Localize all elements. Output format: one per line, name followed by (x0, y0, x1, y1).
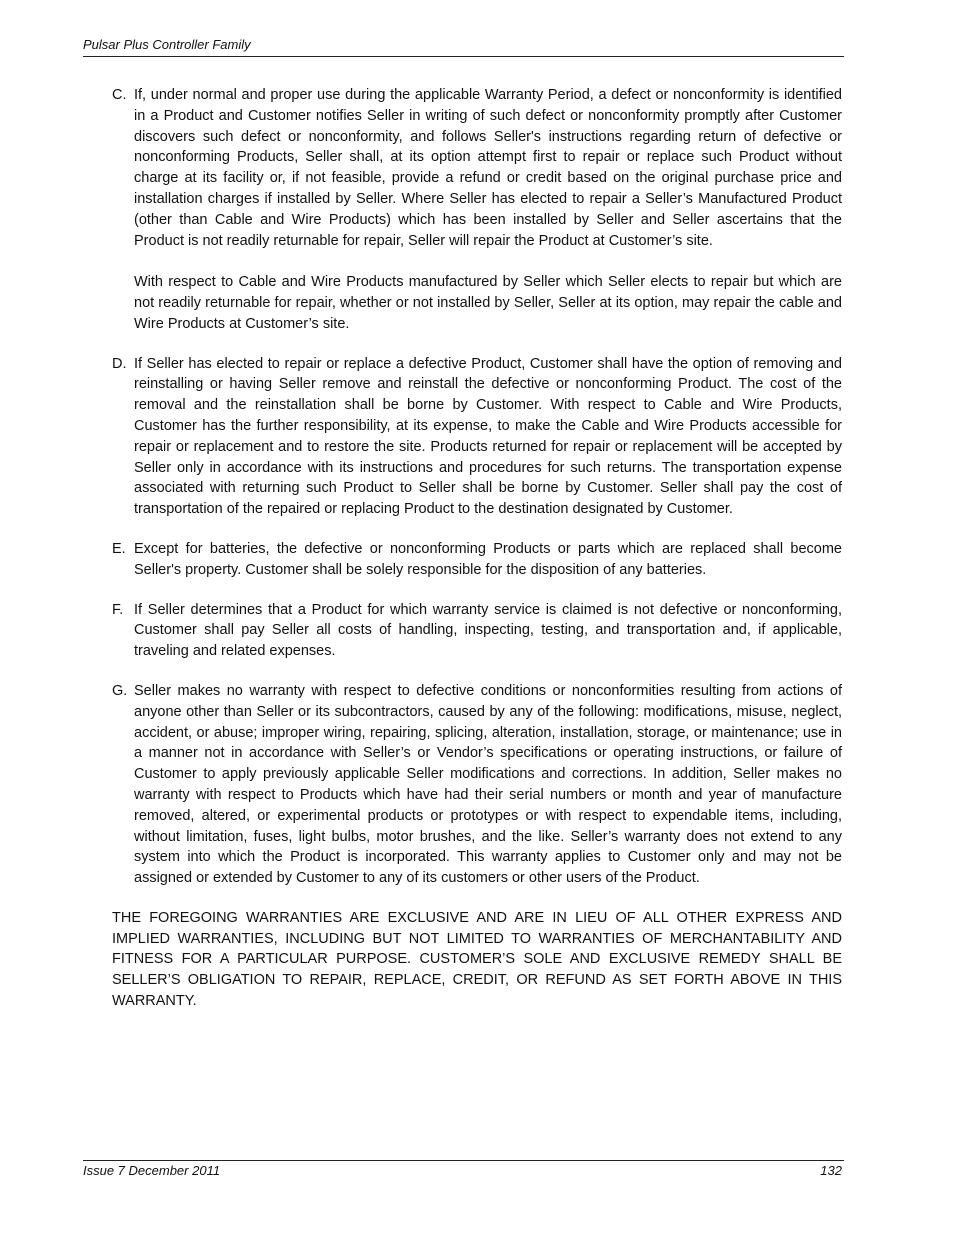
list-marker: E. (112, 540, 126, 557)
list-item-c (112, 85, 842, 335)
list-item-e (112, 539, 842, 581)
header-rule (83, 56, 844, 57)
warranty-disclaimer: THE FOREGOING WARRANTIES ARE EXCLUSIVE AND ARE IN LIEU OF ALL OTHER EXPRESS AND IMPLIED WARRANTIES, INCLUDING BUT NOT LIMITED TO WARRANTIES OF MERCHANTABILITY AND FITNESS FOR A PARTICULAR PURPOSE. CUSTOMER’S SOLE AND EXCLUSIVE REMEDY SHALL BE SELLER’S OBLIGATION TO REPAIR, REPLACE, CREDIT, OR REFUND AS SET FORTH ABOVE IN THIS WARRANTY. (112, 909, 842, 1010)
paragraph: With respect to Cable and Wire Products manufactured by Seller which Seller elects to repair but which are not readily returnable for repair, whether or not installed by Seller, Seller at its option, may repair the cable and Wire Products at Customer’s site. (134, 274, 842, 332)
list-item-d (112, 354, 842, 520)
list-item-f (112, 600, 842, 662)
list-marker: D. (112, 355, 127, 372)
paragraph: Seller makes no warranty with respect to defective conditions or nonconformities resulting from actions of anyone other than Seller or its subcontractors, caused by any of the following: modifications, misuse, neglect, accident, or abuse; improper wiring, repairing, splicing, alteration, installation, storage, or maintenance; use in a manner not in accordance with Seller’s or Vendor’s specifications or operating instructions, or failure of Customer to apply previously applicable Seller modifications and corrections. In addition, Seller makes no warranty with respect to Products which have had their serial numbers or month and year of manufacture removed, altered, or experimental products or prototypes or with respect to expendable items, including, without limitation, fuses, light bulbs, motor brushes, and the like. Seller’s warranty does not extend to any system into which the Product is incorporated. This warranty applies to Customer only and may not be assigned or extended by Customer to any of its customers or other users of the Product. (134, 682, 842, 887)
list-marker: C. (112, 87, 127, 103)
paragraph: Except for batteries, the defective or nonconforming Products or parts which are replaced shall become Seller's property. Customer shall be solely responsible for the disposition of any batteries. (134, 540, 842, 578)
list-item-g (112, 681, 842, 889)
paragraph: If Seller has elected to repair or replace a defective Product, Customer shall have the option of removing and reinstalling or having Seller remove and reinstall the defective or nonconforming Product. The cost of the removal and the reinstallation shall be borne by Customer. With respect to Cable and Wire Products, Customer has the further responsibility, at its expense, to make the Cable and Wire Products accessible for repair or replacement and to restore the site. Products returned for repair or replacement will be accepted by Seller only in accordance with its instructions and procedures for such returns. The transportation expense associated with returning such Product to Seller shall be borne by Customer. Seller shall pay the cost of transportation of the repaired or replacing Product to the destination designated by Customer. (134, 355, 842, 518)
footer-issue: Issue 7 December 2011 (83, 1163, 221, 1178)
page-number: 132 (820, 1163, 842, 1178)
paragraph: If Seller determines that a Product for which warranty service is claimed is not defective or nonconforming, Customer shall pay Seller all costs of handling, inspecting, testing, and transportation and, if applicable, traveling and related expenses. (134, 601, 842, 660)
list-marker: G. (112, 682, 128, 699)
document-body (112, 85, 842, 1012)
header-title: Pulsar Plus Controller Family (83, 37, 251, 52)
paragraph: If, under normal and proper use during the applicable Warranty Period, a defect or nonconformity is identified in a Product and Customer notifies Seller in writing of such defect or nonconformity promptly after Customer discovers such defect or nonconformity, and follows Seller's instructions regarding return of defective or nonconforming Products, Seller shall, at its option attempt first to repair or replace such Product without charge at its facility or, if not feasible, provide a refund or credit based on the original purchase price and installation charges if installed by Seller. Where Seller has elected to repair a Seller’s Manufactured Product (other than Cable and Wire Products) which has been installed by Seller and Seller ascertains that the Product is not readily returnable for repair, Seller will repair the Product at Customer’s site. (134, 87, 842, 249)
footer-rule (83, 1160, 844, 1161)
list-marker: F. (112, 601, 124, 618)
